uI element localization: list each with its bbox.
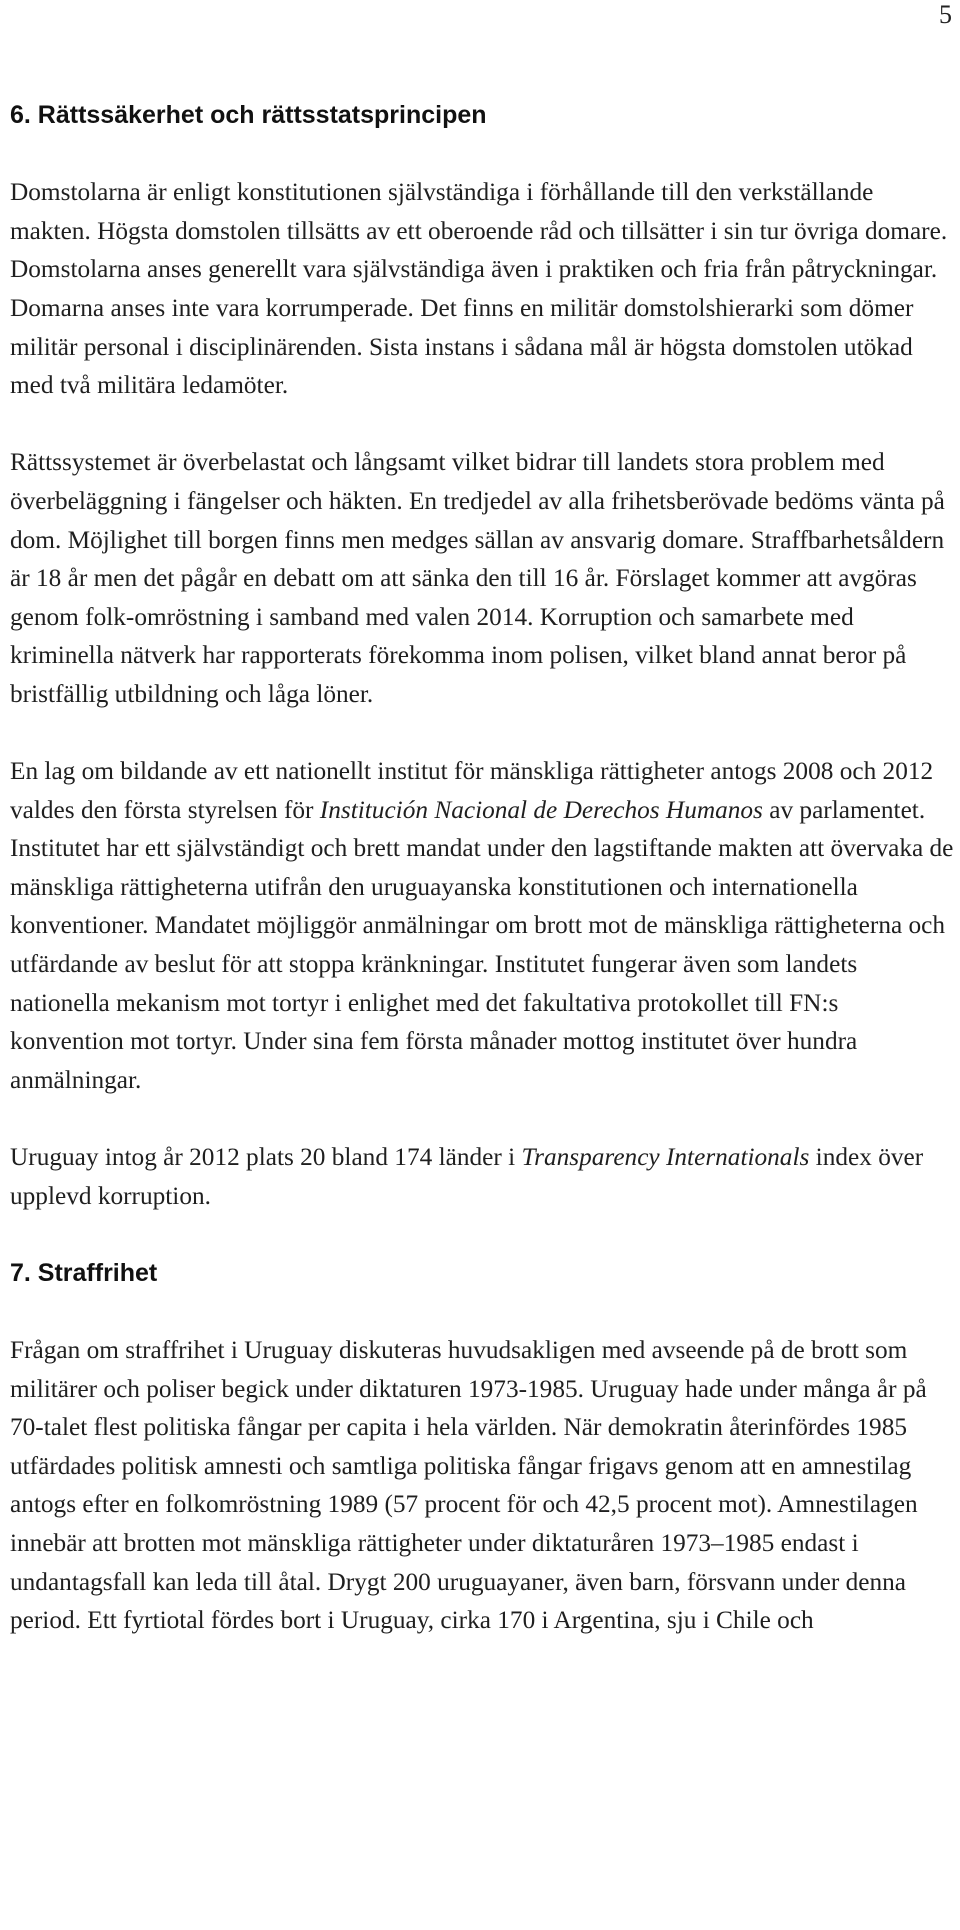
italic-transparency-international: Transparency Internationals <box>521 1143 810 1172</box>
page-number: 5 <box>939 0 952 29</box>
paragraph-nationellt-institut <box>10 752 955 1099</box>
paragraph-rattssystemet: Rättssystemet är överbelastat och långsamt vilket bidrar till landets stora problem med överbeläggning i fängelser och häkten. En tredjedel av alla frihetsberövade bedöms vänta på dom. Möjlighet till borgen finns men medges sällan av ansvarig domare. Straffbarhetsåldern är 18 år men det pågår en debatt om att sänka den till 16 år. Förslaget kommer att avgöras genom folk-omröstning i samband med valen 2014. Korruption och samarbete med kriminella nätverk har rapporterats förekomma inom polisen, vilket bland annat beror på bristfällig utbildning och låga löner. <box>10 448 945 708</box>
text-segment: av parlamentet. Institutet har ett självständigt och brett mandat under den lagstiftande makten att övervaka de mänskliga rättigheterna utifrån den uruguayanska konstitutionen och internationella konventioner. Mandatet möjliggör anmälningar om brott mot de mänskliga rättigheterna och utfärdande av beslut för att stoppa kränkningar. Institutet fungerar även som landets nationella mekanism mot tortyr i enlighet med det fakultativa protokollet till FN:s konvention mot tortyr. Under sina fem första månader mottog institutet över hundra anmälningar. <box>10 795 954 1094</box>
section-heading-straffrihet: 7. Straffrihet <box>10 1258 158 1287</box>
text-segment: index över upplevd korruption. <box>10 1143 924 1210</box>
paragraph-domstolarna: Domstolarna är enligt konstitutionen självständiga i förhållande till den verkställande makten. Högsta domstolen tillsätts av ett oberoende råd och tillsätter i sin tur övriga domare. Domstolarna anses generellt vara självständiga även i praktiken och fria från påtryckningar. Domarna anses inte vara korrumperade. Det finns en militär domstolshierarki som dömer militär personal i disciplinärenden. Sista instans i sådana mål är högsta domstolen utökad med två militära ledamöter. <box>10 178 948 400</box>
section-heading-rattssakerhet: 6. Rättssäkerhet och rättsstatsprincipen <box>10 101 487 129</box>
paragraph-straffrihet: Frågan om straffrihet i Uruguay diskuteras huvudsakligen med avseende på de brott som militärer och poliser begick under diktaturen 1973-1985. Uruguay hade under många år på 70-talet flest politiska fångar per capita i hela världen. När demokratin återinfördes 1985 utfärdades politisk amnesti och samtliga politiska fångar frigavs genom att en amnestilag antogs efter en folkomröstning 1989 (57 procent för och 42,5 procent mot). Amnestilagen innebär att brotten mot mänskliga rättigheter under diktaturåren 1973–1985 endast i undantagsfall kan leda till åtal. Drygt 200 uruguayaner, även barn, försvann under denna period. Ett fyrtiotal fördes bort i Uruguay, cirka 170 i Argentina, sju i Chile och <box>10 1336 927 1635</box>
document-body <box>10 96 955 1640</box>
text-segment: En lag om bildande av ett nationellt institut för mänskliga rättigheter antogs 2008 och 2012 valdes den första styrelsen för <box>10 757 934 824</box>
paragraph-korruptionsindex <box>10 1138 955 1215</box>
text-segment: Uruguay intog år 2012 plats 20 bland 174 länder i <box>10 1143 522 1172</box>
italic-institution-name: Institución Nacional de Derechos Humanos <box>319 795 763 824</box>
